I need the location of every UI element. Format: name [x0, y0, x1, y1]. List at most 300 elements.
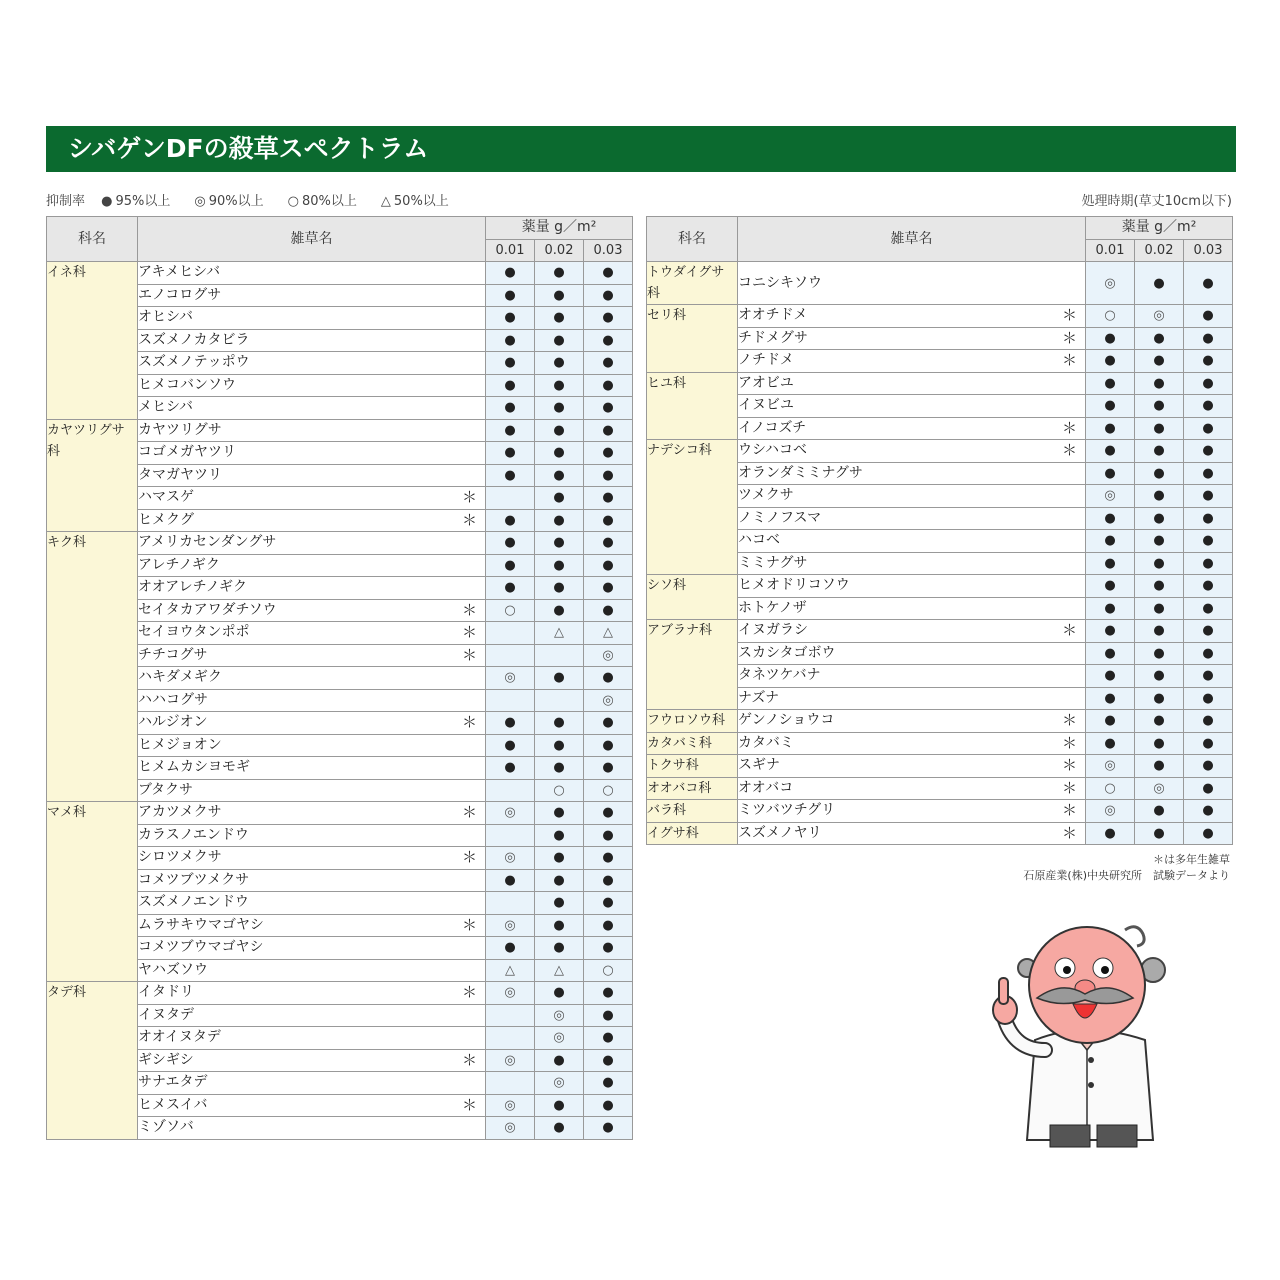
efficacy-cell: ● — [1184, 620, 1233, 643]
efficacy-cell: ○ — [584, 959, 633, 982]
efficacy-cell: ● — [535, 464, 584, 487]
perennial-mark: ＊ — [1061, 756, 1077, 774]
efficacy-cell: ● — [535, 329, 584, 352]
weed-name: ホトケノザ — [738, 599, 807, 616]
legend-symbol: △ — [380, 194, 391, 209]
table-row — [647, 800, 1233, 823]
header-family: 科名 — [647, 217, 738, 262]
weed-name-cell — [738, 507, 1086, 530]
header-dose-1: 0.01 — [486, 239, 535, 262]
weed-name: スズメノテッポウ — [138, 354, 250, 371]
efficacy-cell: ● — [1184, 262, 1233, 305]
weed-name: ナズナ — [738, 689, 780, 706]
family-cell: バラ科 — [647, 800, 738, 823]
weed-name-cell — [138, 667, 486, 690]
efficacy-cell: ◎ — [535, 1072, 584, 1095]
weed-name: アキメヒシバ — [138, 264, 221, 281]
legend-items — [101, 194, 473, 209]
efficacy-cell: ● — [1184, 462, 1233, 485]
note-perennial: ＊は多年生雑草 — [1153, 853, 1230, 866]
weed-name: チドメグサ — [738, 329, 808, 346]
weed-name-cell — [738, 732, 1086, 755]
weed-name: サナエタデ — [138, 1074, 208, 1091]
note-source: 石原産業(株)中央研究所 試験データより — [1023, 869, 1230, 882]
weed-name-cell — [138, 1117, 486, 1140]
weed-name: スズメノカタビラ — [138, 331, 250, 348]
weed-name-cell — [138, 847, 486, 870]
efficacy-cell: ● — [1135, 597, 1184, 620]
weed-name-cell — [738, 755, 1086, 778]
table-row — [647, 262, 1233, 305]
weed-name-cell — [738, 372, 1086, 395]
family-cell: マメ科 — [47, 802, 138, 982]
perennial-mark: ＊ — [461, 488, 477, 506]
weed-name-cell — [738, 575, 1086, 598]
efficacy-cell: ● — [1135, 642, 1184, 665]
weed-name-cell — [738, 777, 1086, 800]
perennial-mark: ＊ — [1061, 621, 1077, 639]
efficacy-cell: ● — [535, 262, 584, 285]
header-dose: 薬量 g／m² — [486, 217, 633, 240]
weed-name: エノコログサ — [138, 286, 222, 303]
efficacy-cell: ● — [584, 464, 633, 487]
efficacy-cell: ● — [584, 509, 633, 532]
weed-name-cell — [138, 509, 486, 532]
legend-label: 抑制率 — [46, 194, 86, 209]
efficacy-cell: ● — [535, 487, 584, 510]
efficacy-cell: ● — [535, 532, 584, 555]
weed-name-cell — [138, 397, 486, 420]
table-row — [47, 532, 633, 555]
perennial-mark: ＊ — [461, 600, 477, 619]
efficacy-cell: ● — [584, 757, 633, 780]
perennial-mark: ＊ — [1061, 801, 1077, 819]
perennial-mark: ＊ — [461, 510, 477, 529]
weed-name: ツメクサ — [738, 487, 794, 504]
efficacy-cell: ● — [1184, 732, 1233, 755]
weed-name: ミミナグサ — [738, 554, 808, 571]
efficacy-cell: ● — [1086, 530, 1135, 553]
efficacy-cell — [535, 689, 584, 712]
weed-name-cell — [738, 800, 1086, 823]
legend-text: 95%以上 — [115, 194, 171, 209]
legend-symbol: ● — [101, 194, 113, 209]
scientist-mascot-illustration — [975, 910, 1185, 1150]
efficacy-cell: ● — [584, 352, 633, 375]
weed-name-cell — [138, 622, 486, 645]
weed-name-cell — [138, 689, 486, 712]
efficacy-cell: ● — [1135, 687, 1184, 710]
efficacy-cell — [486, 487, 535, 510]
weed-name: ミツバツチグリ — [738, 802, 836, 819]
weed-name: コメツブウマゴヤシ — [138, 939, 264, 956]
efficacy-cell: ◎ — [535, 1004, 584, 1027]
efficacy-cell: ● — [584, 329, 633, 352]
perennial-mark: ＊ — [461, 645, 477, 664]
efficacy-cell: ● — [486, 262, 535, 285]
weed-name: アレチノギク — [138, 556, 220, 573]
weed-name: イヌタデ — [138, 1006, 194, 1023]
family-cell: フウロソウ科 — [647, 710, 738, 733]
efficacy-cell: ◎ — [486, 802, 535, 825]
spectrum-table-right — [646, 216, 1233, 845]
efficacy-cell: ● — [535, 1049, 584, 1072]
spectrum-table-left — [46, 216, 633, 1140]
perennial-mark: ＊ — [461, 1095, 477, 1114]
efficacy-cell: ● — [1135, 350, 1184, 373]
weed-name: ノミノフスマ — [738, 509, 822, 526]
weed-name-cell — [138, 487, 486, 510]
efficacy-cell: ● — [1086, 642, 1135, 665]
weed-name-cell — [138, 982, 486, 1005]
header-dose-1: 0.01 — [1086, 239, 1135, 262]
efficacy-cell: ● — [1184, 305, 1233, 328]
weed-name: ゲンノショウコ — [738, 712, 835, 729]
weed-name-cell — [138, 644, 486, 667]
perennial-mark: ＊ — [1061, 733, 1077, 752]
weed-name-cell — [138, 442, 486, 465]
weed-name: ハハコグサ — [138, 691, 208, 708]
efficacy-cell: ● — [1184, 440, 1233, 463]
weed-name: オオイヌタデ — [138, 1029, 221, 1046]
family-cell: ヒユ科 — [647, 372, 738, 440]
efficacy-cell: ● — [535, 712, 584, 735]
footnotes — [1023, 851, 1230, 883]
weed-name: ヒメコバンソウ — [138, 376, 236, 393]
table-row — [47, 802, 633, 825]
efficacy-cell: ● — [1086, 710, 1135, 733]
efficacy-cell: ● — [584, 532, 633, 555]
weed-name-cell — [738, 597, 1086, 620]
weed-name-cell — [738, 822, 1086, 845]
weed-name-cell — [138, 464, 486, 487]
header-dose-3: 0.03 — [584, 239, 633, 262]
efficacy-cell: ● — [486, 532, 535, 555]
table-row — [647, 777, 1233, 800]
efficacy-cell: ● — [486, 757, 535, 780]
efficacy-cell: ● — [535, 982, 584, 1005]
weed-name-cell — [738, 485, 1086, 508]
efficacy-cell: ● — [1135, 755, 1184, 778]
efficacy-cell: ● — [1184, 417, 1233, 440]
legend-symbol: ◎ — [194, 194, 206, 209]
weed-name-cell — [738, 305, 1086, 328]
efficacy-cell: ● — [535, 802, 584, 825]
weed-name: オヒシバ — [138, 309, 194, 326]
weed-name: カタバミ — [738, 734, 794, 751]
weed-name: セイタカアワダチソウ — [138, 601, 277, 618]
efficacy-cell: ◎ — [486, 982, 535, 1005]
weed-name-cell — [738, 620, 1086, 643]
efficacy-cell: ● — [486, 284, 535, 307]
efficacy-cell: ● — [1184, 530, 1233, 553]
weed-name-cell — [138, 1049, 486, 1072]
efficacy-cell: ● — [1184, 822, 1233, 845]
efficacy-cell: ● — [1135, 732, 1184, 755]
efficacy-cell: ● — [1135, 372, 1184, 395]
weed-name-cell — [138, 532, 486, 555]
weed-name: コゴメガヤツリ — [138, 444, 236, 461]
efficacy-cell: ● — [535, 554, 584, 577]
family-cell: トウダイグサ科 — [647, 262, 738, 305]
efficacy-cell: ◎ — [486, 847, 535, 870]
efficacy-cell: ● — [1184, 372, 1233, 395]
efficacy-cell: ● — [584, 982, 633, 1005]
weed-name: ヒメジョオン — [138, 736, 222, 753]
efficacy-cell: ● — [584, 937, 633, 960]
weed-name: ハキダメギク — [138, 669, 222, 686]
efficacy-cell: ● — [1184, 395, 1233, 418]
perennial-mark: ＊ — [1061, 306, 1077, 324]
efficacy-cell: ◎ — [1135, 305, 1184, 328]
efficacy-cell: ● — [1135, 800, 1184, 823]
family-cell: アブラナ科 — [647, 620, 738, 710]
efficacy-cell: ● — [1184, 350, 1233, 373]
timing-note: 処理時期(草丈10cm以下) — [1081, 194, 1232, 209]
efficacy-cell: ○ — [584, 779, 633, 802]
efficacy-cell: ● — [584, 1072, 633, 1095]
family-cell: トクサ科 — [647, 755, 738, 778]
efficacy-cell: ● — [584, 1004, 633, 1027]
perennial-mark: ＊ — [1061, 328, 1077, 347]
efficacy-cell: ● — [584, 824, 633, 847]
weed-name: チチコグサ — [138, 646, 208, 663]
efficacy-cell: ○ — [1086, 305, 1135, 328]
header-dose-2: 0.02 — [535, 239, 584, 262]
efficacy-cell: ● — [486, 554, 535, 577]
weed-name: コニシキソウ — [738, 274, 822, 291]
efficacy-cell: ● — [535, 847, 584, 870]
perennial-mark: ＊ — [461, 1050, 477, 1069]
weed-name-cell — [138, 734, 486, 757]
efficacy-cell: ● — [1135, 440, 1184, 463]
efficacy-cell: ◎ — [1086, 262, 1135, 305]
efficacy-cell: ● — [1086, 440, 1135, 463]
weed-name-cell — [138, 1094, 486, 1117]
efficacy-cell: ● — [1135, 530, 1184, 553]
efficacy-cell: ● — [1086, 395, 1135, 418]
table-row — [647, 822, 1233, 845]
efficacy-cell: ● — [535, 442, 584, 465]
efficacy-cell: ● — [535, 397, 584, 420]
weed-name-cell — [138, 577, 486, 600]
efficacy-cell: ● — [1184, 485, 1233, 508]
efficacy-cell: ◎ — [584, 689, 633, 712]
perennial-mark: ＊ — [461, 983, 477, 1001]
perennial-mark: ＊ — [1061, 778, 1077, 797]
efficacy-cell: ● — [1086, 732, 1135, 755]
header-weed: 雑草名 — [138, 217, 486, 262]
efficacy-cell: ◎ — [486, 1117, 535, 1140]
page-title: シバゲンDFの殺草スペクトラム — [46, 126, 1236, 172]
weed-name: スカシタゴボウ — [738, 644, 836, 661]
weed-name: スズメノエンドウ — [138, 894, 249, 911]
efficacy-cell: △ — [535, 959, 584, 982]
header-weed: 雑草名 — [738, 217, 1086, 262]
efficacy-cell: ● — [535, 307, 584, 330]
weed-name-cell — [738, 642, 1086, 665]
weed-name-cell — [138, 757, 486, 780]
efficacy-cell: ● — [535, 1117, 584, 1140]
weed-name: タネツケバナ — [738, 667, 821, 684]
efficacy-cell: ◎ — [1135, 777, 1184, 800]
weed-name-cell — [738, 552, 1086, 575]
weed-name-cell — [738, 665, 1086, 688]
efficacy-cell: ● — [535, 869, 584, 892]
weed-name-cell — [138, 329, 486, 352]
efficacy-cell: ● — [584, 599, 633, 622]
efficacy-cell: ● — [535, 937, 584, 960]
weed-name: オオバコ — [738, 779, 794, 796]
efficacy-cell: ● — [584, 262, 633, 285]
weed-name-cell — [138, 779, 486, 802]
weed-name-cell — [138, 802, 486, 825]
efficacy-cell: ● — [486, 374, 535, 397]
efficacy-cell: ● — [1086, 507, 1135, 530]
efficacy-cell: ● — [1086, 417, 1135, 440]
efficacy-cell: ● — [535, 667, 584, 690]
efficacy-cell — [486, 1072, 535, 1095]
efficacy-cell: ● — [1135, 620, 1184, 643]
weed-name: オランダミミナグサ — [738, 464, 863, 481]
efficacy-cell: ● — [535, 284, 584, 307]
efficacy-cell: ● — [1086, 350, 1135, 373]
weed-name-cell — [138, 419, 486, 442]
efficacy-cell: ● — [486, 509, 535, 532]
efficacy-cell: ◎ — [535, 1027, 584, 1050]
efficacy-cell: ● — [1135, 575, 1184, 598]
efficacy-cell: ● — [1184, 755, 1233, 778]
weed-name: イヌビユ — [738, 397, 794, 414]
family-cell: イグサ科 — [647, 822, 738, 845]
perennial-mark: ＊ — [1061, 711, 1077, 729]
family-cell: オオバコ科 — [647, 777, 738, 800]
family-cell: カタバミ科 — [647, 732, 738, 755]
weed-name: オオアレチノギク — [138, 579, 248, 596]
weed-name-cell — [138, 599, 486, 622]
weed-name: オオチドメ — [738, 307, 808, 324]
weed-name: シロツメクサ — [138, 849, 222, 866]
efficacy-cell: ● — [535, 914, 584, 937]
weed-name-cell — [738, 687, 1086, 710]
weed-name: ノチドメ — [738, 352, 794, 369]
efficacy-cell: ● — [1184, 642, 1233, 665]
efficacy-cell: △ — [486, 959, 535, 982]
weed-name-cell — [138, 1004, 486, 1027]
efficacy-cell: ◎ — [486, 667, 535, 690]
efficacy-cell — [486, 824, 535, 847]
efficacy-cell: ● — [584, 892, 633, 915]
legend-text: 50%以上 — [393, 194, 449, 209]
weed-name-cell — [138, 1027, 486, 1050]
efficacy-cell: ● — [584, 1117, 633, 1140]
efficacy-cell: ● — [1086, 822, 1135, 845]
efficacy-cell: ● — [584, 914, 633, 937]
weed-name-cell — [138, 869, 486, 892]
weed-name-cell — [738, 417, 1086, 440]
table-row — [647, 620, 1233, 643]
efficacy-cell: ● — [584, 284, 633, 307]
efficacy-cell: ◎ — [486, 1094, 535, 1117]
header-dose-2: 0.02 — [1135, 239, 1184, 262]
legend-item — [101, 194, 182, 209]
efficacy-cell: ● — [535, 374, 584, 397]
weed-name-cell — [138, 937, 486, 960]
efficacy-cell: ● — [1135, 552, 1184, 575]
weed-name-cell — [138, 284, 486, 307]
efficacy-cell — [486, 1027, 535, 1050]
weed-name-cell — [138, 914, 486, 937]
weed-name: ヤハズソウ — [138, 961, 208, 978]
weed-name-cell — [738, 530, 1086, 553]
efficacy-cell: ● — [535, 757, 584, 780]
weed-name-cell — [138, 824, 486, 847]
weed-name: メヒシバ — [138, 399, 194, 416]
efficacy-cell — [486, 892, 535, 915]
efficacy-cell: ● — [1184, 777, 1233, 800]
weed-name-cell — [738, 395, 1086, 418]
efficacy-cell: ● — [1135, 822, 1184, 845]
perennial-mark: ＊ — [1061, 823, 1077, 842]
efficacy-cell — [486, 644, 535, 667]
weed-name-cell — [138, 892, 486, 915]
weed-name: ギシギシ — [138, 1051, 194, 1068]
efficacy-cell: ● — [1135, 710, 1184, 733]
efficacy-cell: ● — [1086, 462, 1135, 485]
efficacy-cell: ● — [1086, 575, 1135, 598]
efficacy-cell: ● — [535, 419, 584, 442]
efficacy-cell: ● — [1135, 395, 1184, 418]
family-cell: タデ科 — [47, 982, 138, 1140]
efficacy-cell: ● — [535, 352, 584, 375]
table-row — [647, 575, 1233, 598]
efficacy-cell: ● — [486, 397, 535, 420]
weed-name-cell — [138, 554, 486, 577]
weed-name: ヒメスイバ — [138, 1096, 208, 1113]
weed-name-cell — [738, 710, 1086, 733]
weed-name: アカツメクサ — [138, 804, 222, 821]
efficacy-cell: ● — [584, 577, 633, 600]
efficacy-cell: ● — [486, 869, 535, 892]
family-cell: ナデシコ科 — [647, 440, 738, 575]
legend-symbol: ○ — [287, 194, 299, 209]
efficacy-cell: ● — [584, 667, 633, 690]
efficacy-cell: ● — [535, 734, 584, 757]
weed-name-cell — [738, 350, 1086, 373]
weed-name-cell — [738, 462, 1086, 485]
legend-text: 90%以上 — [208, 194, 264, 209]
efficacy-cell: ● — [486, 712, 535, 735]
efficacy-cell: ● — [486, 464, 535, 487]
legend-item — [288, 194, 369, 209]
family-cell: カヤツリグサ科 — [47, 419, 138, 532]
perennial-mark: ＊ — [461, 803, 477, 821]
table-row — [647, 372, 1233, 395]
efficacy-cell: ● — [1086, 620, 1135, 643]
efficacy-cell: ● — [1184, 687, 1233, 710]
table-row — [647, 732, 1233, 755]
table-row — [647, 755, 1233, 778]
efficacy-cell: ● — [584, 397, 633, 420]
perennial-mark: ＊ — [1061, 441, 1077, 459]
perennial-mark: ＊ — [461, 623, 477, 641]
weed-name: スズメノヤリ — [738, 824, 822, 841]
perennial-mark: ＊ — [1061, 351, 1077, 369]
efficacy-cell: ● — [584, 1049, 633, 1072]
weed-name-cell — [138, 712, 486, 735]
efficacy-cell: ● — [584, 442, 633, 465]
efficacy-cell: ● — [1184, 710, 1233, 733]
